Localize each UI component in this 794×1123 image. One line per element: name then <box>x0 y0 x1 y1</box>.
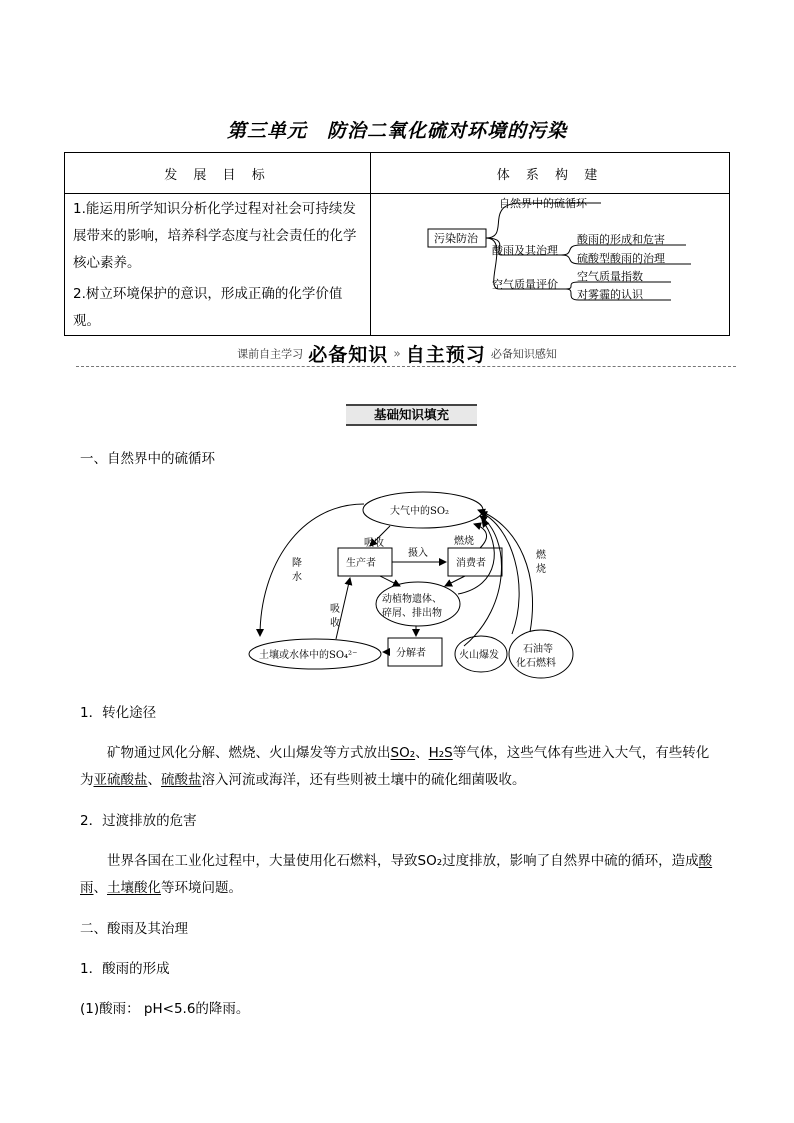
mindmap-acid-rain-formation: 酸雨的形成和危害 <box>577 233 665 246</box>
banner-left-label: 课前自主学习 <box>237 347 304 361</box>
mindmap-root: 污染防治 <box>434 232 478 245</box>
mindmap-acid-rain-treatment: 硫酸型酸雨的治理 <box>577 252 665 265</box>
label-rain-1: 降 <box>292 558 302 569</box>
node-remains-line1: 动植物遗体、 <box>382 594 442 605</box>
node-volcano: 火山爆发 <box>459 650 499 661</box>
answer-so2: SO₂ <box>390 745 416 761</box>
node-producer: 生产者 <box>346 558 376 569</box>
banner-arrow-icon: » <box>393 346 401 361</box>
text-run: 、 <box>93 880 107 896</box>
node-atmosphere: 大气中的SO₂ <box>390 506 450 517</box>
text-run: 世界各国在工业化过程中，大量使用化石燃料，导致SO₂过度排放，影响了自然界中硫的循环，造成 <box>107 853 699 869</box>
paragraph-conversion <box>80 740 720 794</box>
mindmap-branch-sulfur-cycle: 自然界中的硫循环 <box>499 197 587 210</box>
answer-soil-acidification: 土壤酸化 <box>107 880 161 896</box>
node-soil-water: 土壤或水体中的SO₄²⁻ <box>259 650 358 661</box>
banner-title-2: 自主预习 <box>405 344 486 366</box>
text-run: 矿物通过风化分解、燃烧、火山爆发等方式放出 <box>107 745 391 761</box>
mindmap-branch-acid-rain: 酸雨及其治理 <box>492 244 558 257</box>
subheading-acid-rain-formation: 1．酸雨的形成 <box>80 961 170 977</box>
banner-right-label: 必备知识感知 <box>490 347 557 361</box>
table-header-goals: 发 展 目 标 <box>65 153 371 194</box>
label-rain-2: 水 <box>292 572 302 583</box>
section-tag: 基础知识填充 <box>346 404 477 426</box>
mindmap-branch-air-quality: 空气质量评价 <box>492 278 558 291</box>
answer-sulfite: 亚硫酸盐 <box>93 772 148 788</box>
table-header-structure: 体 系 构 建 <box>371 153 730 194</box>
mindmap-air-quality-index: 空气质量指数 <box>577 270 643 283</box>
text-run: 、 <box>415 745 429 761</box>
answer-sulfate: 硫酸盐 <box>161 772 202 788</box>
goal-item: 2.树立环境保护的意识，形成正确的化学价值观。 <box>73 286 343 329</box>
node-fossil-line2: 化石燃料 <box>516 658 556 669</box>
mindmap-haze: 对雾霾的认识 <box>577 288 643 301</box>
mind-map <box>371 194 729 332</box>
label-burn: 燃烧 <box>454 536 474 547</box>
text-run: 等气体，这些气体有些进入大气，有些转化为 <box>80 745 710 788</box>
goals-table <box>64 152 730 336</box>
page-title: 第三单元 防治二氧化硫对环境的污染 <box>226 120 567 142</box>
label-absorb-left-2: 收 <box>330 618 340 629</box>
section-heading-1: 一、自然界中的硫循环 <box>80 451 215 467</box>
label-burn-right-1: 燃 <box>536 550 546 561</box>
goals-list <box>65 194 370 335</box>
text-run: 溶入河流或海洋，还有些则被土壤中的硫化细菌吸收。 <box>201 772 526 788</box>
answer-h2s: H₂S <box>428 745 453 761</box>
banner-title-1: 必备知识 <box>308 344 389 366</box>
answer-acid-rain: 酸雨 <box>80 853 713 896</box>
text-run: 等环境问题。 <box>161 880 242 896</box>
label-burn-right-2: 烧 <box>536 564 546 575</box>
section-banner <box>0 340 794 367</box>
section-heading-2: 二、酸雨及其治理 <box>80 921 188 937</box>
node-consumer: 消费者 <box>456 558 486 569</box>
node-decomposer: 分解者 <box>396 648 426 659</box>
definition-acid-rain: (1)酸雨： pH<5.6的降雨。 <box>80 1001 250 1017</box>
label-absorb-left-1: 吸 <box>330 604 340 615</box>
subheading-excess-emission: 2．过渡排放的危害 <box>80 813 197 829</box>
node-fossil-line1: 石油等 <box>523 644 553 655</box>
label-absorb: 吸收 <box>364 538 384 549</box>
node-remains-line2: 碎屑、排出物 <box>382 608 442 619</box>
subheading-conversion: 1．转化途径 <box>80 705 157 721</box>
paragraph-excess-emission <box>80 848 720 902</box>
sulfur-cycle-diagram <box>240 486 580 686</box>
goal-item: 1.能运用所学知识分析化学过程对社会可持续发展带来的影响，培养科学态度与社会责任的化学核心素养。 <box>73 201 357 271</box>
label-ingest: 摄入 <box>408 548 428 559</box>
text-run: 、 <box>147 772 161 788</box>
